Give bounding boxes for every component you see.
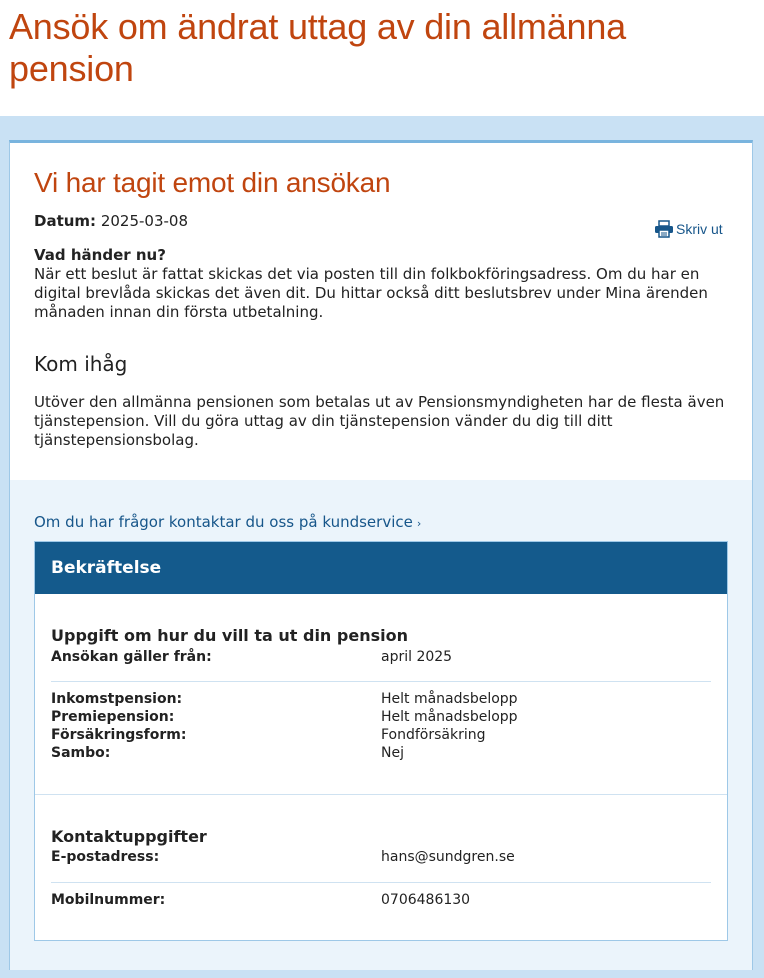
- confirmation-box: [34, 541, 728, 941]
- chevron-right-icon: ›: [416, 517, 422, 530]
- received-heading: Vi har tagit emot din ansökan: [34, 167, 391, 198]
- email-value: hans@sundgren.se: [381, 849, 515, 865]
- page-title: Ansök om ändrat uttag av din allmänna pension: [9, 6, 626, 89]
- receipt-top: [10, 143, 752, 480]
- customer-service-link[interactable]: [34, 513, 421, 531]
- print-button[interactable]: [654, 220, 723, 238]
- email-label: E-postadress:: [51, 849, 160, 865]
- section-divider: [35, 794, 727, 795]
- date-value: 2025-03-08: [100, 212, 189, 230]
- detail-label: Försäkringsform:: [51, 727, 187, 743]
- divider: [51, 882, 711, 883]
- detail-label: Premiepension:: [51, 709, 175, 725]
- contact-section-title: Kontaktuppgifter: [51, 827, 207, 846]
- mobile-label: Mobilnummer:: [51, 892, 166, 908]
- detail-value: Nej: [381, 745, 404, 761]
- print-label: Skriv ut: [676, 221, 723, 237]
- detail-value: Helt månadsbelopp: [381, 691, 518, 707]
- detail-label: Sambo:: [51, 745, 111, 761]
- receipt-card: [9, 140, 753, 970]
- printer-icon: [654, 220, 674, 238]
- customer-service-link-label: Om du har frågor kontaktar du oss på kundservice: [34, 513, 413, 531]
- start-date-label: Ansökan gäller från:: [51, 649, 212, 665]
- start-date-value: april 2025: [381, 649, 453, 665]
- divider: [51, 681, 711, 682]
- remember-text: Utöver den allmänna pensionen som betalas ut av Pensionsmyndigheten har de flesta även tjänstepension. Vill du göra uttag av din tjänstepension vänder du dig till ditt tjänstepensionsbolag.: [34, 393, 725, 449]
- detail-label: Inkomstpension:: [51, 691, 183, 707]
- detail-value: Helt månadsbelopp: [381, 709, 518, 725]
- mobile-value: 0706486130: [381, 892, 471, 908]
- remember-heading: Kom ihåg: [34, 352, 128, 376]
- pension-section-title: Uppgift om hur du vill ta ut din pension: [51, 626, 408, 645]
- detail-value: Fondförsäkring: [381, 727, 486, 743]
- confirmation-header: Bekräftelse: [35, 542, 727, 594]
- what-happens-text: När ett beslut är fattat skickas det via posten till din folkbokföringsadress. Om du har en digital brevlåda skickas det även dit. Du hittar också ditt beslutsbrev under Mina ärenden månaden innan din första utbetalning.: [34, 265, 708, 321]
- date-label: Datum:: [34, 212, 97, 230]
- date-row: [34, 212, 188, 230]
- what-happens-heading: Vad händer nu?: [34, 246, 166, 264]
